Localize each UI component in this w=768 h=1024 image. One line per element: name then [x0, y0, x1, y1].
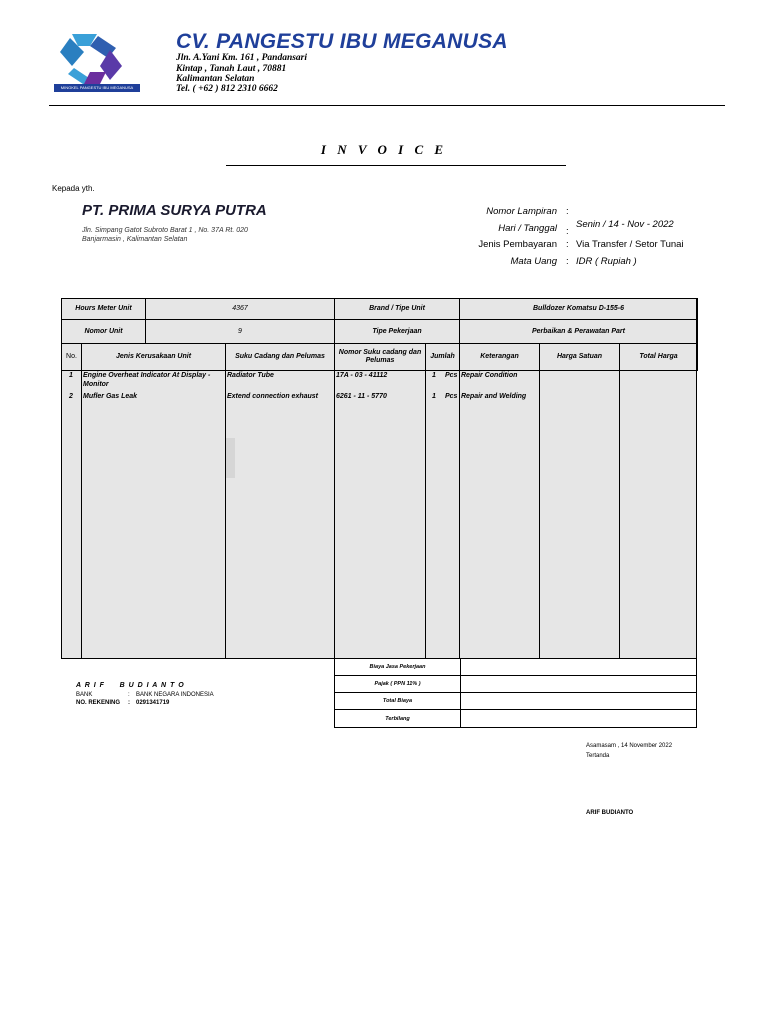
company-name: CV. PANGESTU IBU MEGANUSA	[176, 30, 508, 53]
row-note: Repair and Welding	[461, 393, 527, 400]
invoice-table	[61, 298, 697, 659]
row-no: 1	[69, 372, 73, 379]
place-date: Asamasam , 14 November 2022	[586, 743, 673, 749]
meta-label-payment: Jenis Pembayaran	[478, 239, 557, 250]
client-address-line: Jln. Simpang Gatot Subroto Barat 1 , No. 37A Rt. 020	[82, 227, 248, 234]
meta-label-currency: Mata Uang	[510, 256, 557, 267]
summary-label-total: Total Biaya	[334, 692, 461, 710]
row-damage-cont: Monitor	[83, 381, 109, 388]
row-part: Extend connection exhaust	[227, 393, 319, 400]
row-unit: Pcs	[445, 393, 458, 400]
column-divider	[334, 370, 335, 659]
bank-name: BANK NEGARA INDONESIA	[136, 692, 214, 698]
row-part-number: 17A - 03 - 41112	[336, 372, 388, 379]
col-header-note: Keterangan	[459, 343, 540, 371]
title-underline	[226, 165, 566, 166]
account-number: 0291341719	[136, 700, 170, 706]
row-qty: 1	[432, 372, 436, 379]
account-colon: :	[128, 700, 130, 706]
summary-value-terbilang	[460, 709, 697, 728]
tipe-pekerjaan-label: Tipe Pekerjaan	[334, 319, 460, 344]
col-header-damage: Jenis Kerusakaan Unit	[81, 343, 226, 371]
company-address-line: Kintap , Tanah Laut , 70881	[176, 64, 287, 74]
summary-label-service: Biaya Jasa Pekerjaan	[334, 658, 461, 676]
row-damage: Mufler Gas Leak	[83, 393, 138, 400]
tipe-pekerjaan-value: Perbaikan & Perawatan Part	[459, 319, 698, 344]
meta-colon: :	[566, 239, 569, 250]
column-divider	[619, 370, 620, 659]
meta-value-currency: IDR ( Rupiah )	[576, 256, 637, 267]
recipient-label: Kepada yth.	[52, 184, 95, 193]
brand-value: Bulldozer Komatsu D-155-6	[459, 298, 698, 320]
col-header-parts: Suku Cadang dan Pelumas	[225, 343, 335, 371]
summary-label-terbilang: Terbilang	[334, 709, 461, 728]
col-header-no: No.	[61, 343, 82, 371]
company-logo	[50, 28, 144, 94]
brand-label: Brand / Tipe Unit	[334, 298, 460, 320]
meta-label-nomor-lampiran: Nomor Lampiran	[486, 206, 557, 217]
row-part: Radiator Tube	[227, 372, 274, 379]
row-note: Repair Condition	[461, 372, 518, 379]
meta-value-payment: Via Transfer / Setor Tunai	[576, 239, 684, 250]
client-name: PT. PRIMA SURYA PUTRA	[82, 202, 267, 219]
summary-value-service	[460, 658, 697, 676]
company-address-line: Kalimantan Selatan	[176, 74, 255, 84]
column-divider	[225, 370, 226, 659]
hours-meter-label: Hours Meter Unit	[61, 298, 146, 320]
header-divider	[49, 105, 725, 106]
summary-label-tax: Pajak ( PPN 11% )	[334, 675, 461, 693]
col-header-total: Total Harga	[619, 343, 698, 371]
row-part-number: 6261 - 11 - 5770	[336, 393, 387, 400]
column-divider	[459, 370, 460, 659]
hours-meter-value: 4367	[145, 298, 335, 320]
summary-value-tax	[460, 675, 697, 693]
nomor-unit-value: 9	[145, 319, 335, 344]
client-address-line: Banjarmasin , Kalimantan Selatan	[82, 236, 188, 243]
company-address-line: Jln. A.Yani Km. 161 , Pandansari	[176, 53, 308, 63]
row-no: 2	[69, 393, 73, 400]
account-number-label: NO. REKENING	[76, 700, 121, 706]
meta-colon: :	[566, 206, 569, 217]
account-holder: A R I F B U D I A N T O	[76, 682, 185, 689]
bank-colon: :	[128, 692, 130, 698]
row-damage: Engine Overheat Indicator At Display -	[83, 372, 211, 379]
row-unit: Pcs	[445, 372, 458, 379]
column-divider	[539, 370, 540, 659]
row-qty: 1	[432, 393, 436, 400]
signed-label: Tertanda	[586, 753, 610, 759]
col-header-qty: Jumlah	[425, 343, 460, 371]
meta-colon: :	[566, 226, 569, 237]
meta-colon: :	[566, 256, 569, 267]
col-header-unit-price: Harga Satuan	[539, 343, 620, 371]
company-phone: Tel. ( +62 ) 812 2310 6662	[176, 84, 278, 94]
logo-caption: MINGKEL PANGESTU IBU MEGANUSA	[60, 85, 134, 90]
meta-label-hari-tanggal: Hari / Tanggal	[498, 223, 557, 234]
bank-label: BANK	[76, 692, 93, 698]
invoice-title: I N V O I C E	[320, 142, 448, 157]
scan-artifact	[226, 438, 235, 478]
col-header-part-number: Nomor Suku cadang dan Pelumas	[334, 343, 426, 371]
column-divider	[81, 370, 82, 659]
summary-value-total	[460, 692, 697, 710]
column-divider	[425, 370, 426, 659]
signatory-name: ARIF BUDIANTO	[586, 810, 634, 816]
nomor-unit-label: Nomor Unit	[61, 319, 146, 344]
meta-value-date: Senin / 14 - Nov - 2022	[576, 219, 674, 230]
